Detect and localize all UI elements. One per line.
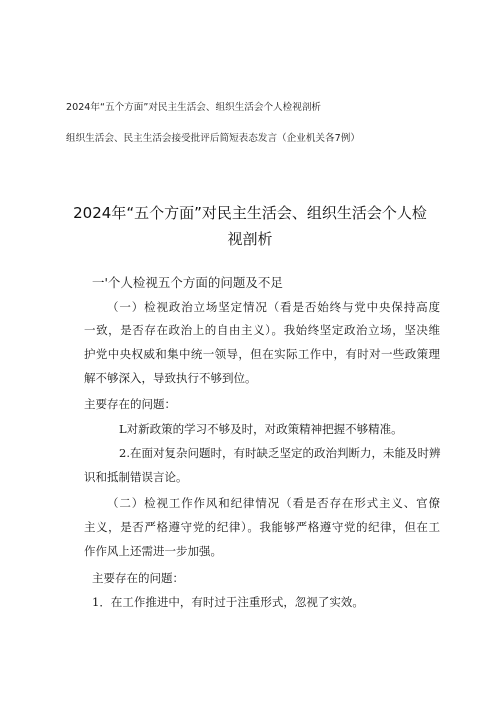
problems-label-2: 主要存在的问题： [92,571,184,585]
document-title-line-1: 2024年“五个方面”对民主生活会、组织生活会个人检 [73,204,427,222]
paragraph-1-line-2: 一致，是否存在政治上的自由主义）。我始终坚定政治立场，坚决维 [84,323,440,337]
problems-label-1: 主要存在的问题： [84,397,176,411]
problem-1-1: L对新政策的学习不够及时，对政策精神把握不够精准。 [119,422,403,436]
problem-1-2-line-1: 2.在面对复杂问题时，有时缺乏坚定的政治判断力，未能及时辨 [119,446,441,460]
paragraph-1-line-3: 护党中央权威和集中统一领导，但在实际工作中，有时对一些政策理 [84,347,440,361]
paragraph-1-line-4: 解不够深入，导致执行不够到位。 [84,371,257,385]
toc-item-2[interactable]: 组织生活会、民主生活会接受批评后简短表态发言（企业机关各7例） [66,133,360,144]
problem-1-2-line-2: 识和抵制错误言论。 [84,470,188,484]
section-heading: 一'个人检视五个方面的问题及不足 [92,275,283,290]
paragraph-2-line-1: （二）检视工作作风和纪律情况（看是否存在形式主义、官僚 [107,496,440,510]
toc-item-1[interactable]: 2024年“五个方面”对民主生活会、组织生活会个人检视剖析 [66,102,322,113]
document-title-line-2: 视剖析 [227,230,273,248]
paragraph-2-line-2: 主义，是否严格遵守党的纪律）。我能够严格遵守党的纪律，但在工 [84,520,440,534]
paragraph-1-line-1: （一）检视政治立场坚定情况（看是否始终与党中央保持高度 [107,300,440,314]
problem-2-1: 1．在工作推进中，有时过于注重形式，忽视了实效。 [92,595,364,609]
document-title [60,200,440,252]
paragraph-2-line-3: 作作风上还需进一步加强。 [84,544,222,558]
